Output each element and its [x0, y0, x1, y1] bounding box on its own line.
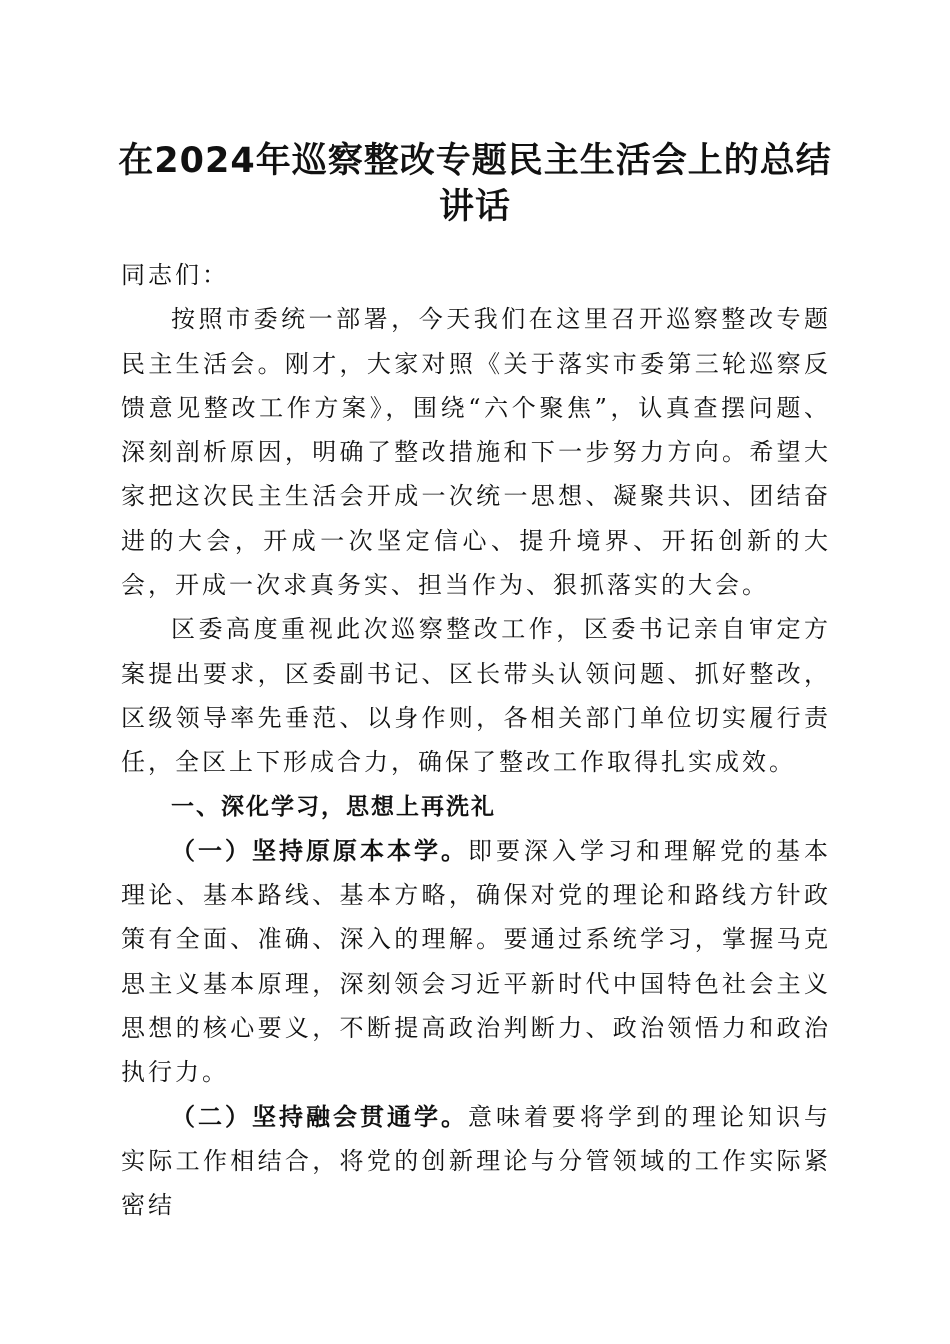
paragraph-1: 按照市委统一部署，今天我们在这里召开巡察整改专题民主生活会。刚才，大家对照《关于落实市委第三轮巡察反馈意见整改工作方案》，围绕“六个聚焦”，认真查摆问题、深刻剖析原因，明确了整改措施和下一步努力方向。希望大家把这次民主生活会开成一次统一思想、凝聚共识、团结奋进的大会，开成一次坚定信心、提升境界、开拓创新的大会，开成一次求真务实、担当作为、狠抓落实的大会。	[121, 305, 831, 600]
salutation: 同志们：	[121, 261, 229, 289]
document-body	[121, 253, 831, 1228]
document-title	[100, 138, 850, 230]
subsection-1	[121, 829, 831, 1095]
subsection-2-text: 意味着要将学到的理论知识与实际工作相结合，将党的创新理论与分管领域的工作实际紧密结	[121, 1102, 831, 1220]
subsection-1-lead: （一）坚持原原本本学。	[171, 836, 468, 865]
subsection-1-text: 即要深入学习和理解党的基本理论、基本路线、基本方略，确保对党的理论和路线方针政策有全面、准确、深入的理解。要通过系统学习，掌握马克思主义基本原理，深刻领会习近平新时代中国特色社会主义思想的核心要义，不断提高政治判断力、政治领悟力和政治执行力。	[121, 836, 831, 1087]
title-line-2: 讲话	[438, 187, 511, 227]
section-heading-1: 一、深化学习，思想上再洗礼	[171, 793, 496, 820]
subsection-2-lead: （二）坚持融会贯通学。	[171, 1102, 468, 1131]
paragraph-2: 区委高度重视此次巡察整改工作，区委书记亲自审定方案提出要求，区委副书记、区长带头认领问题、抓好整改，区级领导率先垂范、以身作则，各相关部门单位切实履行责任，全区上下形成合力，确保了整改工作取得扎实成效。	[121, 615, 831, 777]
subsection-2	[121, 1095, 831, 1228]
title-line-1: 在2024年巡察整改专题民主生活会上的总结	[118, 141, 832, 181]
